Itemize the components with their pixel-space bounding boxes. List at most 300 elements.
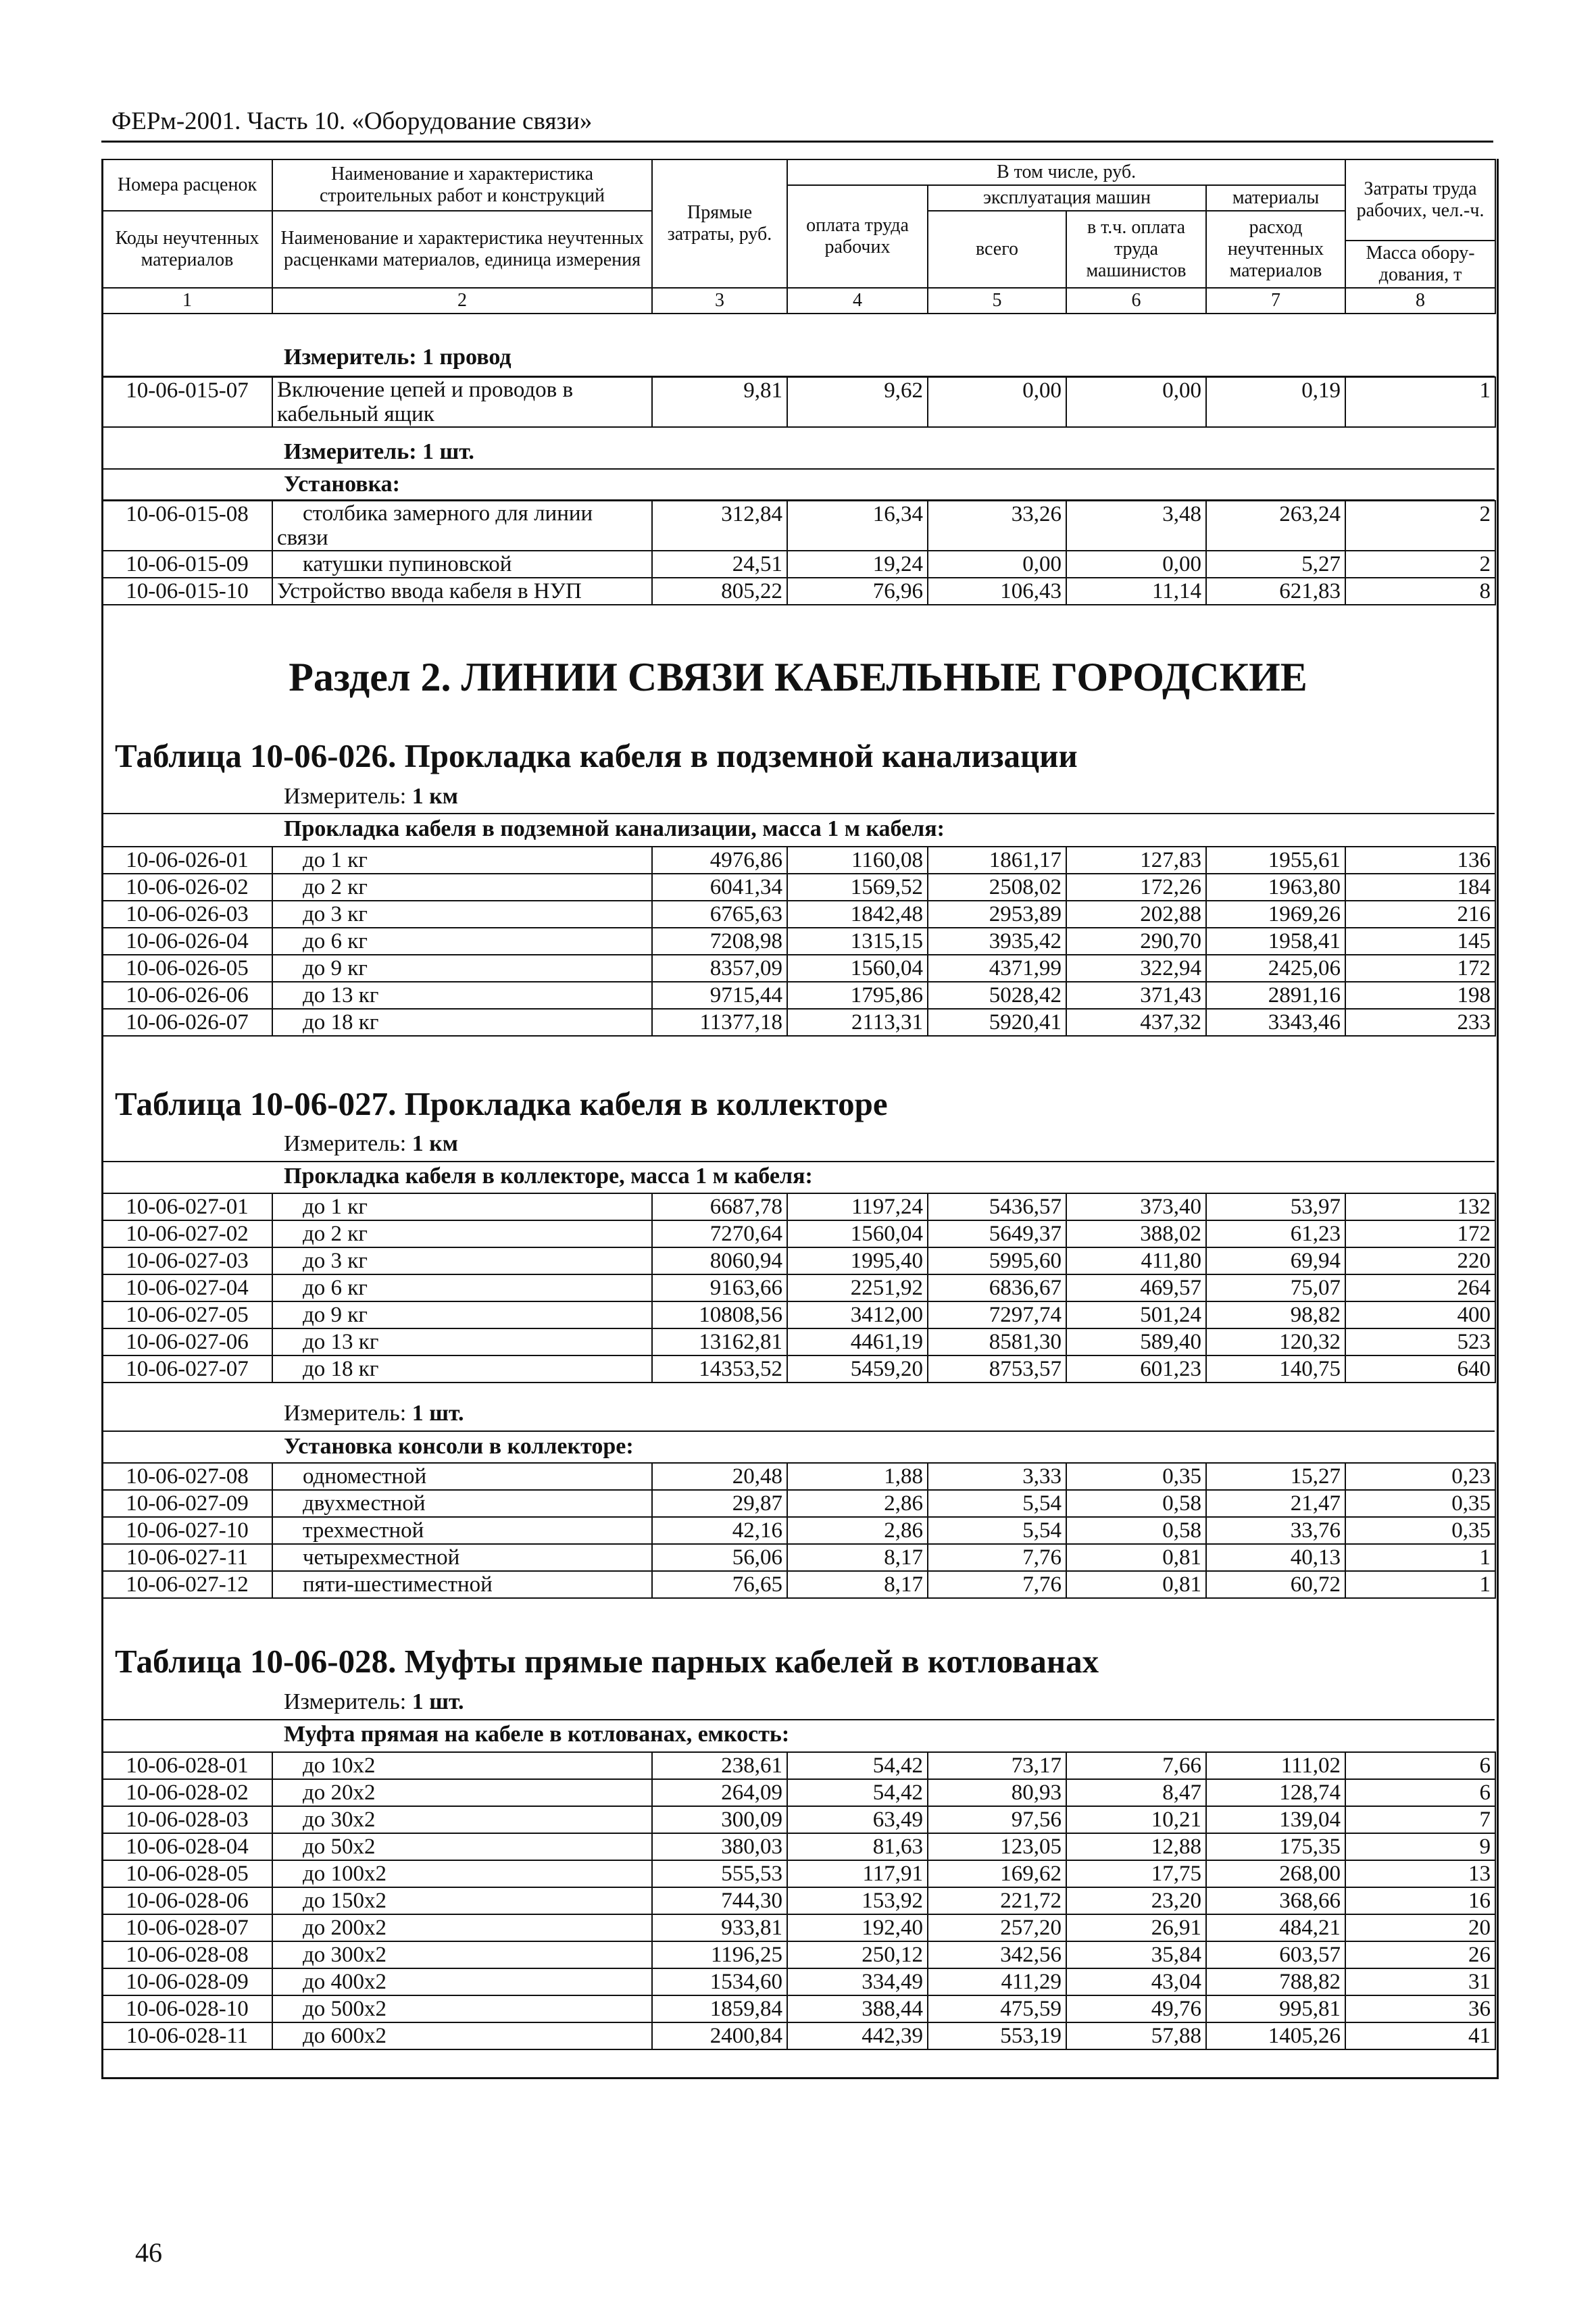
materials: 995,81	[1206, 1995, 1345, 2022]
rate-code: 10-06-028-06	[102, 1887, 272, 1914]
table-row	[102, 1328, 1495, 1355]
machines-total: 5920,41	[928, 1009, 1066, 1036]
direct-cost: 6041,34	[652, 874, 787, 901]
table-row	[102, 1914, 1495, 1941]
operator-wages: 0,00	[1066, 551, 1206, 578]
direct-cost: 24,51	[652, 551, 787, 578]
materials: 15,27	[1206, 1463, 1345, 1490]
rate-code: 10-06-027-01	[102, 1193, 272, 1220]
wages: 117,91	[787, 1860, 928, 1887]
machines-total: 5995,60	[928, 1247, 1066, 1274]
direct-cost: 2400,84	[652, 2022, 787, 2049]
materials: 788,82	[1206, 1968, 1345, 1995]
wages: 1569,52	[787, 874, 928, 901]
rate-code: 10-06-026-07	[102, 1009, 272, 1036]
rate-code: 10-06-028-02	[102, 1779, 272, 1806]
machines-total: 221,72	[928, 1887, 1066, 1914]
materials: 69,94	[1206, 1247, 1345, 1274]
direct-cost: 1859,84	[652, 1995, 787, 2022]
operator-wages: 371,43	[1066, 982, 1206, 1009]
materials: 268,00	[1206, 1860, 1345, 1887]
labor: 132	[1345, 1193, 1495, 1220]
group-label: Прокладка кабеля в коллекторе, масса 1 м кабеля:	[284, 1164, 813, 1189]
wages: 1842,48	[787, 901, 928, 928]
table-row	[102, 1833, 1495, 1860]
rate-code: 10-06-027-04	[102, 1274, 272, 1301]
col-header-materials: материалы	[1206, 185, 1345, 211]
materials: 603,57	[1206, 1941, 1345, 1968]
machines-total: 3,33	[928, 1463, 1066, 1490]
table-row	[102, 377, 1495, 427]
rate-code: 10-06-028-08	[102, 1941, 272, 1968]
rate-code: 10-06-027-05	[102, 1301, 272, 1328]
col-header-wages: оплата труда рабочих	[787, 185, 928, 288]
direct-cost: 6687,78	[652, 1193, 787, 1220]
materials: 3343,46	[1206, 1009, 1345, 1036]
operator-wages: 0,58	[1066, 1517, 1206, 1544]
rate-code: 10-06-027-02	[102, 1220, 272, 1247]
labor: 13	[1345, 1860, 1495, 1887]
wages: 2113,31	[787, 1009, 928, 1036]
table-row	[102, 1968, 1495, 1995]
divider	[101, 813, 1495, 814]
operator-wages: 388,02	[1066, 1220, 1206, 1247]
work-name: до 3 кг	[272, 901, 652, 928]
col-header-operator-wages: в т.ч. оплата труда машинистов	[1066, 211, 1206, 288]
work-name: трехместной	[272, 1517, 652, 1544]
labor: 198	[1345, 982, 1495, 1009]
work-name: до 600x2	[272, 2022, 652, 2049]
labor: 0,35	[1345, 1490, 1495, 1517]
rate-code: 10-06-027-10	[102, 1517, 272, 1544]
work-name: до 1 кг	[272, 847, 652, 874]
rate-code: 10-06-028-09	[102, 1968, 272, 1995]
materials: 61,23	[1206, 1220, 1345, 1247]
materials: 175,35	[1206, 1833, 1345, 1860]
machines-total: 0,00	[928, 551, 1066, 578]
divider	[101, 1430, 1495, 1432]
materials: 1958,41	[1206, 928, 1345, 955]
wages: 153,92	[787, 1887, 928, 1914]
section-title: Раздел 2. ЛИНИИ СВЯЗИ КАБЕЛЬНЫЕ ГОРОДСКИЕ	[289, 655, 1307, 699]
work-name: до 100x2	[272, 1860, 652, 1887]
materials: 1963,80	[1206, 874, 1345, 901]
price-table-015b	[101, 500, 1496, 605]
table-row	[102, 901, 1495, 928]
machines-total: 97,56	[928, 1806, 1066, 1833]
price-table-015a	[101, 376, 1496, 428]
operator-wages: 7,66	[1066, 1752, 1206, 1779]
labor: 41	[1345, 2022, 1495, 2049]
labor: 2	[1345, 551, 1495, 578]
labor: 523	[1345, 1328, 1495, 1355]
wages: 1795,86	[787, 982, 928, 1009]
machines-total: 1861,17	[928, 847, 1066, 874]
table-row	[102, 1517, 1495, 1544]
running-header: ФЕРм-2001. Часть 10. «Оборудование связи»	[111, 107, 593, 135]
price-table-028	[101, 1751, 1496, 2050]
labor: 220	[1345, 1247, 1495, 1274]
table-row	[102, 874, 1495, 901]
table-row	[102, 847, 1495, 874]
rate-code: 10-06-026-02	[102, 874, 272, 901]
machines-total: 5028,42	[928, 982, 1066, 1009]
labor: 6	[1345, 1752, 1495, 1779]
header-rule	[101, 141, 1493, 143]
direct-cost: 8060,94	[652, 1247, 787, 1274]
table-row	[102, 955, 1495, 982]
wages: 54,42	[787, 1779, 928, 1806]
direct-cost: 56,06	[652, 1544, 787, 1571]
rate-code: 10-06-028-05	[102, 1860, 272, 1887]
rate-code: 10-06-015-07	[102, 377, 272, 427]
machines-total: 2508,02	[928, 874, 1066, 901]
machines-total: 169,62	[928, 1860, 1066, 1887]
work-name: до 400x2	[272, 1968, 652, 1995]
group-label: Прокладка кабеля в подземной канализации, масса 1 м кабеля:	[284, 816, 945, 841]
operator-wages: 0,00	[1066, 377, 1206, 427]
labor: 7	[1345, 1806, 1495, 1833]
rate-code: 10-06-028-01	[102, 1752, 272, 1779]
rate-code: 10-06-026-04	[102, 928, 272, 955]
col-number: 5	[928, 288, 1066, 314]
wages: 81,63	[787, 1833, 928, 1860]
machines-total: 5649,37	[928, 1220, 1066, 1247]
operator-wages: 3,48	[1066, 501, 1206, 551]
table-title-026: Таблица 10-06-026. Прокладка кабеля в подземной канализации	[115, 737, 1078, 774]
operator-wages: 0,58	[1066, 1490, 1206, 1517]
direct-cost: 1534,60	[652, 1968, 787, 1995]
work-name: двухместной	[272, 1490, 652, 1517]
direct-cost: 312,84	[652, 501, 787, 551]
operator-wages: 11,14	[1066, 578, 1206, 605]
materials: 368,66	[1206, 1887, 1345, 1914]
table-row	[102, 982, 1495, 1009]
materials: 98,82	[1206, 1301, 1345, 1328]
operator-wages: 589,40	[1066, 1328, 1206, 1355]
operator-wages: 0,81	[1066, 1571, 1206, 1598]
machines-total: 7,76	[928, 1544, 1066, 1571]
direct-cost: 6765,63	[652, 901, 787, 928]
materials: 1955,61	[1206, 847, 1345, 874]
operator-wages: 35,84	[1066, 1941, 1206, 1968]
direct-cost: 933,81	[652, 1914, 787, 1941]
machines-total: 6836,67	[928, 1274, 1066, 1301]
labor: 0,23	[1345, 1463, 1495, 1490]
col-header-codes: Номера расценок	[102, 159, 272, 211]
work-name: столбика замерного для линии связи	[272, 501, 652, 551]
materials: 120,32	[1206, 1328, 1345, 1355]
operator-wages: 373,40	[1066, 1193, 1206, 1220]
col-header-work-name: Наименование и характеристика строительных работ и конструкций	[272, 159, 652, 211]
labor: 184	[1345, 874, 1495, 901]
work-name: Включение цепей и проводов в кабельный ящик	[272, 377, 652, 427]
table-row	[102, 1301, 1495, 1328]
work-name: до 300x2	[272, 1941, 652, 1968]
machines-total: 3935,42	[928, 928, 1066, 955]
operator-wages: 172,26	[1066, 874, 1206, 901]
work-name: до 50x2	[272, 1833, 652, 1860]
rate-code: 10-06-026-03	[102, 901, 272, 928]
wages: 2251,92	[787, 1274, 928, 1301]
labor: 16	[1345, 1887, 1495, 1914]
table-row	[102, 1544, 1495, 1571]
direct-cost: 9715,44	[652, 982, 787, 1009]
table-row	[102, 1887, 1495, 1914]
divider	[101, 1161, 1495, 1162]
operator-wages: 12,88	[1066, 1833, 1206, 1860]
work-name: до 9 кг	[272, 1301, 652, 1328]
col-number: 2	[272, 288, 652, 314]
rate-code: 10-06-027-07	[102, 1355, 272, 1383]
direct-cost: 555,53	[652, 1860, 787, 1887]
table-row	[102, 1941, 1495, 1968]
divider	[101, 468, 1495, 470]
table-row	[102, 1220, 1495, 1247]
rate-code: 10-06-028-04	[102, 1833, 272, 1860]
table-row	[102, 578, 1495, 605]
machines-total: 7297,74	[928, 1301, 1066, 1328]
labor: 31	[1345, 1968, 1495, 1995]
col-header-missing-materials: Наименование и характеристика неучтенных расценками материалов, единица измерения	[272, 211, 652, 288]
materials: 21,47	[1206, 1490, 1345, 1517]
rate-code: 10-06-028-07	[102, 1914, 272, 1941]
materials: 111,02	[1206, 1752, 1345, 1779]
materials: 40,13	[1206, 1544, 1345, 1571]
wages: 1560,04	[787, 955, 928, 982]
operator-wages: 0,81	[1066, 1544, 1206, 1571]
operator-wages: 23,20	[1066, 1887, 1206, 1914]
work-name: одноместной	[272, 1463, 652, 1490]
labor: 6	[1345, 1779, 1495, 1806]
rate-code: 10-06-028-03	[102, 1806, 272, 1833]
labor: 264	[1345, 1274, 1495, 1301]
wages: 4461,19	[787, 1328, 928, 1355]
work-name: до 13 кг	[272, 1328, 652, 1355]
table-row	[102, 2022, 1495, 2049]
work-name: до 20x2	[272, 1779, 652, 1806]
operator-wages: 322,94	[1066, 955, 1206, 982]
wages: 19,24	[787, 551, 928, 578]
machines-total: 257,20	[928, 1914, 1066, 1941]
rate-code: 10-06-028-11	[102, 2022, 272, 2049]
materials: 33,76	[1206, 1517, 1345, 1544]
operator-wages: 10,21	[1066, 1806, 1206, 1833]
wages: 250,12	[787, 1941, 928, 1968]
table-row	[102, 1995, 1495, 2022]
labor: 216	[1345, 901, 1495, 928]
wages: 2,86	[787, 1490, 928, 1517]
rate-code: 10-06-027-12	[102, 1571, 272, 1598]
divider	[101, 1719, 1495, 1720]
table-row	[102, 1193, 1495, 1220]
table-row	[102, 501, 1495, 551]
measure-unit: Измеритель: 1 шт.	[284, 1401, 464, 1426]
operator-wages: 26,91	[1066, 1914, 1206, 1941]
direct-cost: 13162,81	[652, 1328, 787, 1355]
wages: 388,44	[787, 1995, 928, 2022]
col-number: 6	[1066, 288, 1206, 314]
work-name: четырехместной	[272, 1544, 652, 1571]
operator-wages: 0,35	[1066, 1463, 1206, 1490]
work-name: пяти-шестиместной	[272, 1571, 652, 1598]
materials: 484,21	[1206, 1914, 1345, 1941]
table-row	[102, 1463, 1495, 1490]
labor: 1	[1345, 1571, 1495, 1598]
rate-code: 10-06-026-05	[102, 955, 272, 982]
machines-total: 5,54	[928, 1490, 1066, 1517]
wages: 54,42	[787, 1752, 928, 1779]
table-row	[102, 1247, 1495, 1274]
page-number: 46	[135, 2237, 162, 2268]
operator-wages: 501,24	[1066, 1301, 1206, 1328]
labor: 36	[1345, 1995, 1495, 2022]
direct-cost: 380,03	[652, 1833, 787, 1860]
operator-wages: 202,88	[1066, 901, 1206, 928]
price-table-027-consoles	[101, 1462, 1496, 1599]
labor: 20	[1345, 1914, 1495, 1941]
col-number: 7	[1206, 288, 1345, 314]
direct-cost: 300,09	[652, 1806, 787, 1833]
table-title-027: Таблица 10-06-027. Прокладка кабеля в коллекторе	[115, 1085, 888, 1122]
operator-wages: 411,80	[1066, 1247, 1206, 1274]
direct-cost: 42,16	[652, 1517, 787, 1544]
machines-total: 553,19	[928, 2022, 1066, 2049]
rate-code: 10-06-015-08	[102, 501, 272, 551]
col-number: 3	[652, 288, 787, 314]
col-header-group: В том числе, руб.	[787, 159, 1345, 185]
materials: 5,27	[1206, 551, 1345, 578]
labor: 8	[1345, 578, 1495, 605]
table-row	[102, 1779, 1495, 1806]
wages: 8,17	[787, 1571, 928, 1598]
rate-code: 10-06-026-06	[102, 982, 272, 1009]
group-label: Муфта прямая на кабеле в котлованах, емкость:	[284, 1722, 790, 1747]
rate-code: 10-06-027-08	[102, 1463, 272, 1490]
wages: 76,96	[787, 578, 928, 605]
machines-total: 5436,57	[928, 1193, 1066, 1220]
col-number: 1	[102, 288, 272, 314]
work-name: до 18 кг	[272, 1355, 652, 1383]
machines-total: 5,54	[928, 1517, 1066, 1544]
materials: 140,75	[1206, 1355, 1345, 1383]
direct-cost: 29,87	[652, 1490, 787, 1517]
col-number: 4	[787, 288, 928, 314]
rate-code: 10-06-015-10	[102, 578, 272, 605]
labor: 640	[1345, 1355, 1495, 1383]
direct-cost: 4976,86	[652, 847, 787, 874]
direct-cost: 7208,98	[652, 928, 787, 955]
materials: 2425,06	[1206, 955, 1345, 982]
wages: 5459,20	[787, 1355, 928, 1383]
machines-total: 4371,99	[928, 955, 1066, 982]
direct-cost: 264,09	[652, 1779, 787, 1806]
materials: 0,19	[1206, 377, 1345, 427]
direct-cost: 8357,09	[652, 955, 787, 982]
col-header-mass: Масса обору-дования, т	[1345, 241, 1495, 288]
table-row	[102, 928, 1495, 955]
operator-wages: 49,76	[1066, 1995, 1206, 2022]
rate-code: 10-06-027-03	[102, 1247, 272, 1274]
col-header-machines-total: всего	[928, 211, 1066, 288]
rate-code: 10-06-027-11	[102, 1544, 272, 1571]
work-name: до 6 кг	[272, 928, 652, 955]
direct-cost: 744,30	[652, 1887, 787, 1914]
work-name: до 3 кг	[272, 1247, 652, 1274]
work-name: Устройство ввода кабеля в НУП	[272, 578, 652, 605]
direct-cost: 238,61	[652, 1752, 787, 1779]
group-label: Установка консоли в коллекторе:	[284, 1434, 634, 1459]
machines-total: 33,26	[928, 501, 1066, 551]
labor: 26	[1345, 1941, 1495, 1968]
rate-code: 10-06-027-09	[102, 1490, 272, 1517]
materials: 128,74	[1206, 1779, 1345, 1806]
work-name: до 9 кг	[272, 955, 652, 982]
operator-wages: 127,83	[1066, 847, 1206, 874]
materials: 1405,26	[1206, 2022, 1345, 2049]
wages: 2,86	[787, 1517, 928, 1544]
wages: 1,88	[787, 1463, 928, 1490]
rate-code: 10-06-015-09	[102, 551, 272, 578]
direct-cost: 9163,66	[652, 1274, 787, 1301]
work-name: до 2 кг	[272, 1220, 652, 1247]
work-name: до 18 кг	[272, 1009, 652, 1036]
table-row	[102, 1355, 1495, 1383]
measure-unit: Измеритель: 1 шт.	[284, 1689, 464, 1714]
direct-cost: 76,65	[652, 1571, 787, 1598]
direct-cost: 9,81	[652, 377, 787, 427]
machines-total: 8581,30	[928, 1328, 1066, 1355]
work-name: до 150x2	[272, 1887, 652, 1914]
rate-code: 10-06-026-01	[102, 847, 272, 874]
work-name: до 30x2	[272, 1806, 652, 1833]
machines-total: 475,59	[928, 1995, 1066, 2022]
measure-unit: Измеритель: 1 шт.	[284, 439, 474, 464]
table-row	[102, 1571, 1495, 1598]
wages: 16,34	[787, 501, 928, 551]
work-name: до 2 кг	[272, 874, 652, 901]
labor: 9	[1345, 1833, 1495, 1860]
labor: 1	[1345, 1544, 1495, 1571]
work-name: до 1 кг	[272, 1193, 652, 1220]
work-name: до 500x2	[272, 1995, 652, 2022]
group-label: Установка:	[284, 472, 400, 497]
wages: 1197,24	[787, 1193, 928, 1220]
work-name: до 13 кг	[272, 982, 652, 1009]
operator-wages: 43,04	[1066, 1968, 1206, 1995]
table-row	[102, 1860, 1495, 1887]
labor: 400	[1345, 1301, 1495, 1328]
materials: 263,24	[1206, 501, 1345, 551]
labor: 145	[1345, 928, 1495, 955]
operator-wages: 437,32	[1066, 1009, 1206, 1036]
labor: 233	[1345, 1009, 1495, 1036]
direct-cost: 1196,25	[652, 1941, 787, 1968]
table-row	[102, 1274, 1495, 1301]
table-row	[102, 1752, 1495, 1779]
operator-wages: 57,88	[1066, 2022, 1206, 2049]
col-header-labor: Затраты труда рабочих, чел.-ч.	[1345, 159, 1495, 241]
wages: 334,49	[787, 1968, 928, 1995]
direct-cost: 10808,56	[652, 1301, 787, 1328]
machines-total: 106,43	[928, 578, 1066, 605]
work-name: катушки пупиновской	[272, 551, 652, 578]
materials: 139,04	[1206, 1806, 1345, 1833]
direct-cost: 805,22	[652, 578, 787, 605]
price-table-027	[101, 1193, 1496, 1383]
operator-wages: 469,57	[1066, 1274, 1206, 1301]
measure-unit: Измеритель: 1 провод	[284, 345, 512, 370]
